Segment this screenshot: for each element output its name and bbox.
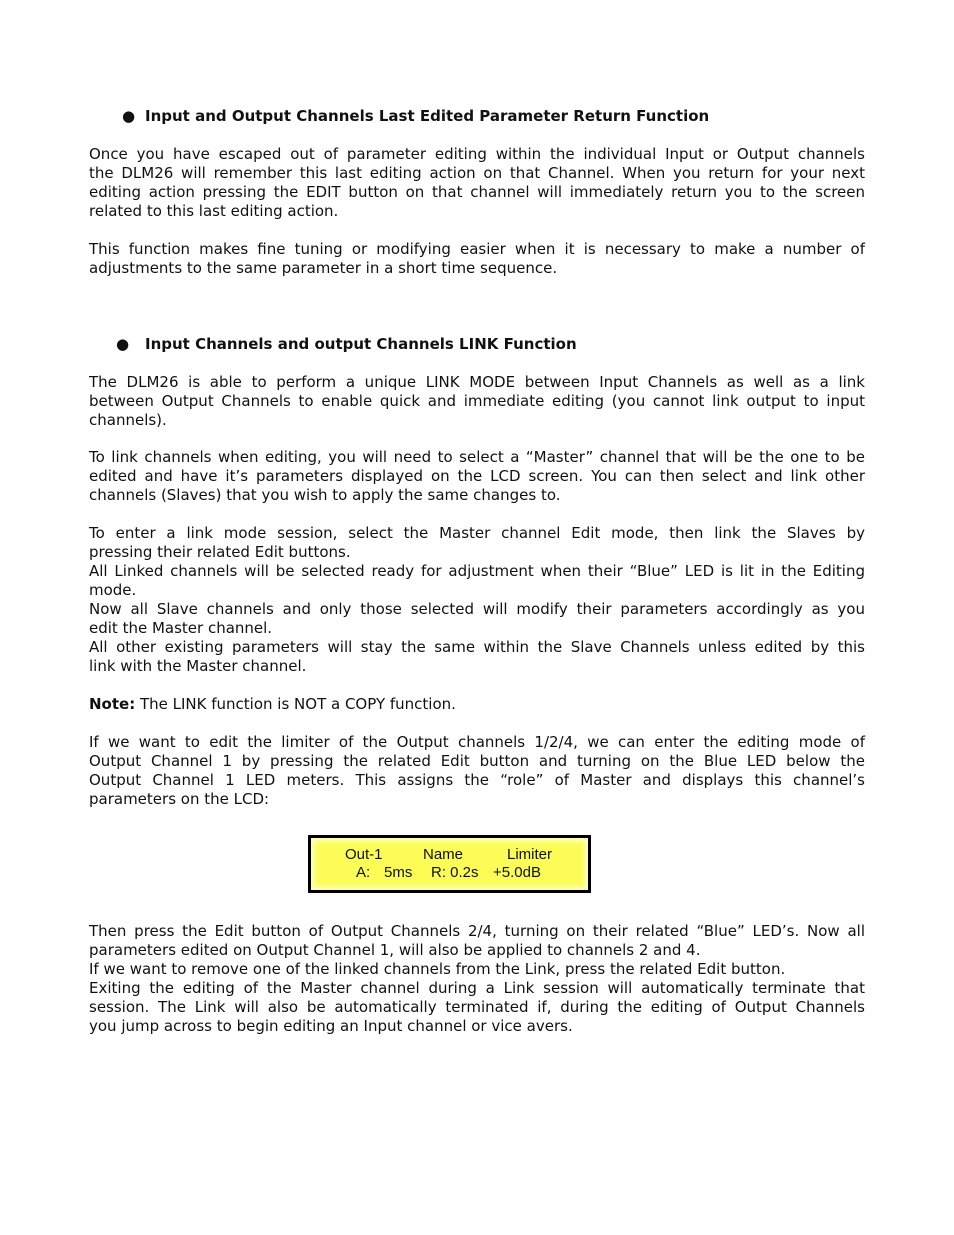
note-text: The LINK function is NOT a COPY function. bbox=[135, 695, 456, 713]
heading-text: Input Channels and output Channels LINK Function bbox=[145, 335, 577, 353]
paragraph-link-completion bbox=[89, 922, 865, 1036]
bullet-icon: ● bbox=[116, 335, 130, 353]
text-line: Then press the Edit button of Output Channels 2/4, turning on their related “Blue” LED’s. Now all bbox=[89, 922, 865, 940]
text-line: channels (Slaves) that you wish to apply the same changes to. bbox=[89, 486, 561, 504]
text-line: between Output Channels to enable quick and immediate editing (you cannot link output to input bbox=[89, 392, 865, 410]
text-line: Output Channel 1 by pressing the related Edit button and turning on the Blue LED below the bbox=[89, 752, 865, 770]
text-line: editing action pressing the EDIT button on that channel will immediately return you to the screen bbox=[89, 183, 865, 201]
text-line: Once you have escaped out of parameter editing within the individual Input or Output channels bbox=[89, 145, 865, 163]
text-line: channels). bbox=[89, 411, 167, 429]
lcd-release-value: R: 0.2s bbox=[431, 864, 479, 881]
text-line: Now all Slave channels and only those selected will modify their parameters accordingly as you bbox=[89, 600, 865, 618]
text-line: To enter a link mode session, select the Master channel Edit mode, then link the Slaves by bbox=[89, 524, 865, 542]
note-line bbox=[89, 695, 865, 714]
text-line: adjustments to the same parameter in a short time sequence. bbox=[89, 259, 558, 277]
lcd-display bbox=[308, 835, 591, 893]
paragraph-return-function-intro bbox=[89, 145, 865, 221]
text-line: To link channels when editing, you will need to select a “Master” channel that will be the one to be bbox=[89, 448, 865, 466]
lcd-attack-label: A: bbox=[356, 864, 371, 881]
text-line: If we want to edit the limiter of the Output channels 1/2/4, we can enter the editing mode of bbox=[89, 733, 865, 751]
text-line: Output Channel 1 LED meters. This assigns the “role” of Master and displays this channel’s bbox=[89, 771, 865, 789]
text-line: parameters edited on Output Channel 1, will also be applied to channels 2 and 4. bbox=[89, 941, 701, 959]
lcd-attack-value: 5ms bbox=[384, 864, 413, 881]
paragraph-link-master bbox=[89, 448, 865, 505]
lcd-label-limiter: Limiter bbox=[507, 846, 553, 863]
text-line: pressing their related Edit buttons. bbox=[89, 543, 351, 561]
text-line: link with the Master channel. bbox=[89, 657, 307, 675]
text-line: you jump across to begin editing an Input channel or vice avers. bbox=[89, 1017, 573, 1035]
paragraph-link-session bbox=[89, 524, 865, 676]
paragraph-link-intro bbox=[89, 373, 865, 430]
paragraph-return-function-usage bbox=[89, 240, 865, 278]
paragraph-limiter-example bbox=[89, 733, 865, 809]
lcd-label-out: Out-1 bbox=[345, 846, 383, 863]
text-line: Exiting the editing of the Master channel during a Link session will automatically terminate that bbox=[89, 979, 865, 997]
lcd-threshold-value: +5.0dB bbox=[493, 864, 541, 881]
text-line: The DLM26 is able to perform a unique LINK MODE between Input Channels as well as a link bbox=[89, 373, 865, 391]
heading-text: Input and Output Channels Last Edited Parameter Return Function bbox=[145, 107, 710, 125]
text-line: the DLM26 will remember this last editing action on that Channel. When you return for your next bbox=[89, 164, 865, 182]
text-line: All Linked channels will be selected ready for adjustment when their “Blue” LED is lit in the Editing bbox=[89, 562, 865, 580]
text-line: mode. bbox=[89, 581, 137, 599]
note-label: Note: bbox=[89, 695, 136, 713]
bullet-icon: ● bbox=[122, 107, 136, 125]
text-line: This function makes fine tuning or modifying easier when it is necessary to make a number of bbox=[89, 240, 865, 258]
text-line: parameters on the LCD: bbox=[89, 790, 270, 808]
text-line: If we want to remove one of the linked channels from the Link, press the related Edit button. bbox=[89, 960, 786, 978]
text-line: session. The Link will also be automatically terminated if, during the editing of Output Channels bbox=[89, 998, 865, 1016]
text-line: edited and have it’s parameters displayed on the LCD screen. You can then select and link other bbox=[89, 467, 865, 485]
text-line: All other existing parameters will stay the same within the Slave Channels unless edited by this bbox=[89, 638, 865, 656]
lcd-label-name: Name bbox=[423, 846, 464, 863]
text-line: edit the Master channel. bbox=[89, 619, 273, 637]
text-line: related to this last editing action. bbox=[89, 202, 339, 220]
